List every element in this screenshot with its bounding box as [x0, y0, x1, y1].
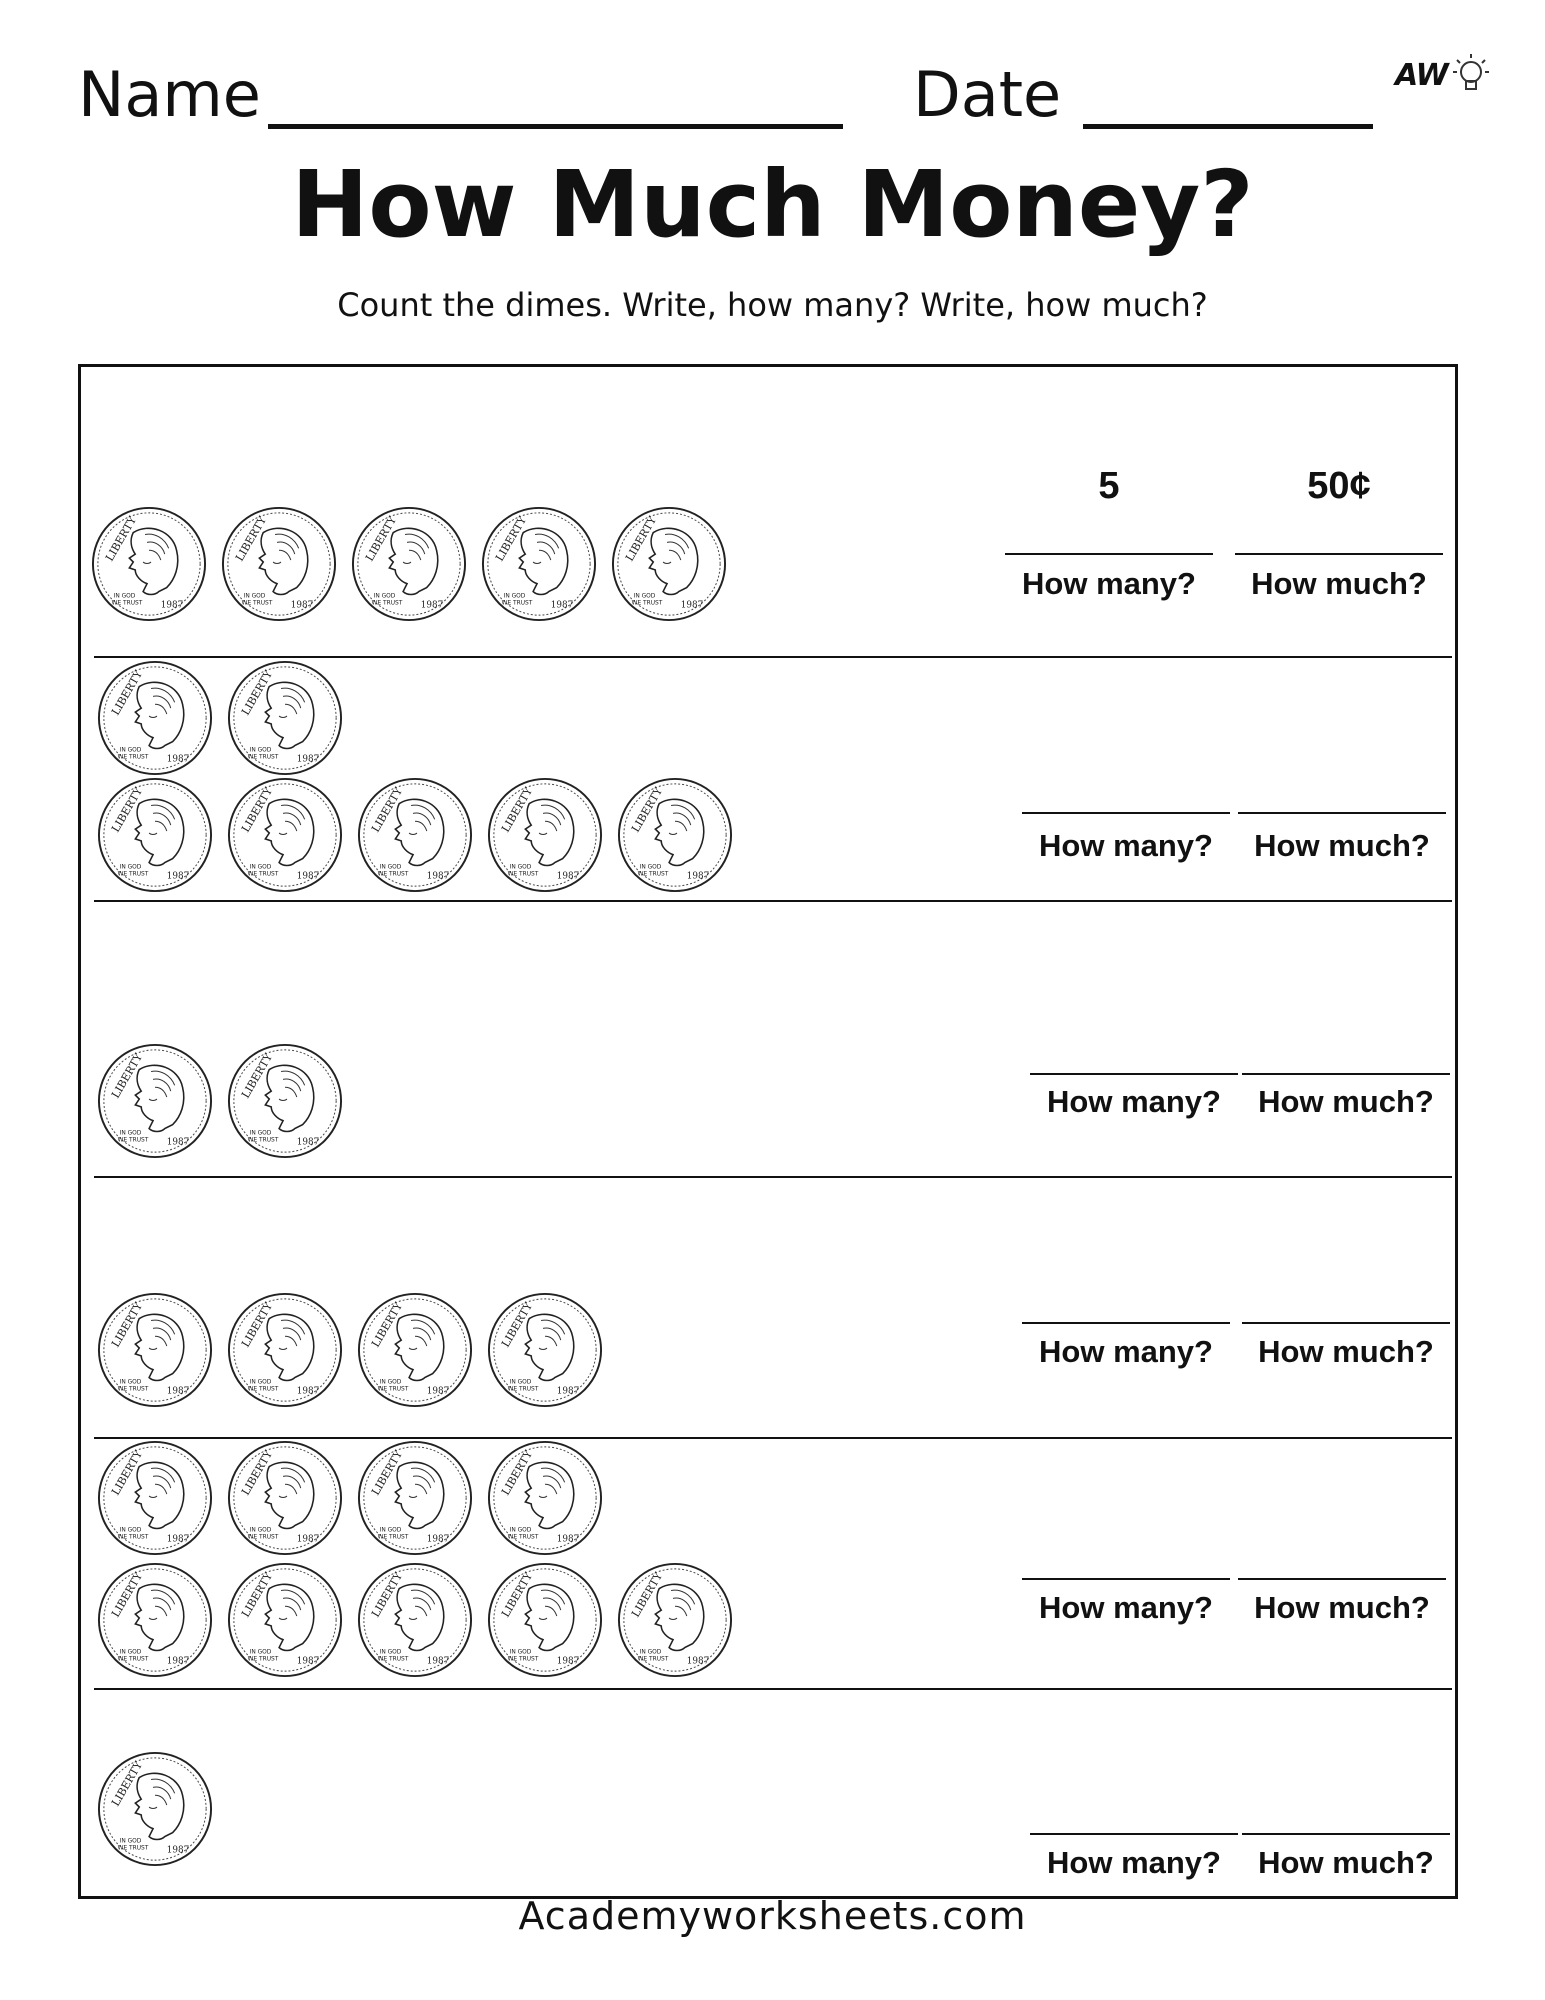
dime-icon: [96, 659, 214, 777]
how-much-blank[interactable]: [1238, 1578, 1446, 1580]
coin-row: [96, 1291, 604, 1411]
coin-motto2: WE TRUST: [247, 871, 279, 878]
coin-motto1: IN GOD: [379, 1649, 402, 1656]
coin-motto2: WE TRUST: [507, 871, 539, 878]
logo-text: AW: [1395, 58, 1448, 93]
how-much-answer: 50¢: [1307, 465, 1371, 507]
coin-row: [96, 1042, 344, 1162]
instructions: Count the dimes. Write, how many? Write, how much?: [337, 286, 1208, 324]
problem-divider: [94, 1688, 1452, 1690]
coin-motto2: WE TRUST: [377, 1656, 409, 1663]
coin-liberty: LIBERTY: [108, 1300, 145, 1350]
how-much-label: How much?: [1251, 566, 1427, 601]
coin-liberty: LIBERTY: [238, 1448, 275, 1498]
how-many-label: How many?: [1047, 1084, 1221, 1119]
coin-motto1: IN GOD: [503, 593, 526, 600]
coin-year: 1987: [426, 871, 450, 882]
coin-motto2: WE TRUST: [631, 600, 663, 607]
dime-icon: [226, 659, 344, 777]
coin-year: 1987: [166, 1845, 190, 1856]
coin-liberty: LIBERTY: [238, 1051, 275, 1101]
coin-year: 1987: [166, 1137, 190, 1148]
problem-divider: [94, 1176, 1452, 1178]
coin-row: [90, 505, 728, 625]
coin-motto2: WE TRUST: [111, 600, 143, 607]
coin-year: 1987: [290, 600, 314, 611]
dime-icon: [226, 1561, 344, 1679]
dime-icon: [226, 776, 344, 894]
coin-motto1: IN GOD: [119, 1527, 142, 1534]
coin-liberty: LIBERTY: [102, 514, 139, 564]
coin-year: 1987: [166, 1386, 190, 1397]
coin-motto1: IN GOD: [379, 864, 402, 871]
coin-motto1: IN GOD: [639, 864, 662, 871]
problem-divider: [94, 656, 1452, 658]
coin-row: [96, 1750, 214, 1870]
how-much-blank[interactable]: [1235, 553, 1443, 555]
dime-icon: [96, 1439, 214, 1557]
brand-logo: [1395, 52, 1495, 102]
coin-liberty: LIBERTY: [108, 668, 145, 718]
how-many-label: How many?: [1022, 566, 1196, 601]
coin-year: 1987: [166, 754, 190, 765]
coin-motto1: IN GOD: [379, 1527, 402, 1534]
coin-liberty: LIBERTY: [492, 514, 529, 564]
coin-liberty: LIBERTY: [498, 1448, 535, 1498]
coin-year: 1987: [166, 1656, 190, 1667]
page-title: How Much Money?: [291, 151, 1254, 258]
coin-year: 1987: [686, 871, 710, 882]
coin-year: 1987: [420, 600, 444, 611]
how-many-blank[interactable]: [1022, 1578, 1230, 1580]
coin-motto1: IN GOD: [119, 1130, 142, 1137]
coin-liberty: LIBERTY: [628, 785, 665, 835]
how-many-label: How many?: [1039, 1334, 1213, 1369]
coin-liberty: LIBERTY: [108, 1759, 145, 1809]
coin-motto2: WE TRUST: [247, 1656, 279, 1663]
coin-motto1: IN GOD: [119, 1649, 142, 1656]
coin-liberty: LIBERTY: [108, 785, 145, 835]
coin-motto1: IN GOD: [509, 1527, 532, 1534]
coin-year: 1987: [296, 1534, 320, 1545]
coin-liberty: LIBERTY: [238, 785, 275, 835]
coin-motto1: IN GOD: [249, 1527, 272, 1534]
how-many-label: How many?: [1039, 1590, 1213, 1625]
coin-motto2: WE TRUST: [117, 871, 149, 878]
dime-icon: [226, 1291, 344, 1409]
coin-liberty: LIBERTY: [628, 1570, 665, 1620]
name-label: Name: [78, 58, 261, 131]
coin-liberty: LIBERTY: [622, 514, 659, 564]
dime-icon: [226, 1042, 344, 1160]
how-many-blank[interactable]: [1022, 1322, 1230, 1324]
dime-icon: [610, 505, 728, 623]
dime-icon: [356, 776, 474, 894]
coin-liberty: LIBERTY: [108, 1448, 145, 1498]
coin-motto1: IN GOD: [379, 1379, 402, 1386]
coin-motto2: WE TRUST: [247, 1534, 279, 1541]
coin-motto2: WE TRUST: [507, 1534, 539, 1541]
how-much-label: How much?: [1258, 1334, 1434, 1369]
dime-icon: [356, 1561, 474, 1679]
dime-icon: [356, 1291, 474, 1409]
coin-motto1: IN GOD: [509, 864, 532, 871]
coin-motto1: IN GOD: [639, 1649, 662, 1656]
coin-motto2: WE TRUST: [637, 1656, 669, 1663]
dime-icon: [486, 1291, 604, 1409]
coin-year: 1987: [296, 871, 320, 882]
coin-liberty: LIBERTY: [108, 1570, 145, 1620]
name-blank[interactable]: [268, 124, 843, 129]
coin-liberty: LIBERTY: [368, 1300, 405, 1350]
coin-year: 1987: [556, 1534, 580, 1545]
coin-motto2: WE TRUST: [637, 871, 669, 878]
coin-year: 1987: [296, 754, 320, 765]
dime-icon: [486, 776, 604, 894]
coin-motto2: WE TRUST: [241, 600, 273, 607]
how-much-blank[interactable]: [1242, 1073, 1450, 1075]
coin-liberty: LIBERTY: [498, 1300, 535, 1350]
coin-liberty: LIBERTY: [108, 1051, 145, 1101]
coin-liberty: LIBERTY: [368, 1448, 405, 1498]
coin-motto2: WE TRUST: [507, 1656, 539, 1663]
coin-motto1: IN GOD: [249, 1649, 272, 1656]
coin-motto1: IN GOD: [243, 593, 266, 600]
coin-motto1: IN GOD: [373, 593, 396, 600]
coin-motto2: WE TRUST: [501, 600, 533, 607]
coin-liberty: LIBERTY: [368, 785, 405, 835]
how-much-label: How much?: [1254, 828, 1430, 863]
coin-year: 1987: [426, 1656, 450, 1667]
coin-motto1: IN GOD: [509, 1649, 532, 1656]
coin-liberty: LIBERTY: [238, 1300, 275, 1350]
coin-year: 1987: [296, 1386, 320, 1397]
dime-icon: [616, 776, 734, 894]
coin-liberty: LIBERTY: [368, 1570, 405, 1620]
how-many-answer: 5: [1098, 465, 1120, 507]
coin-motto1: IN GOD: [249, 747, 272, 754]
coin-motto1: IN GOD: [119, 864, 142, 871]
dime-icon: [96, 1042, 214, 1160]
dime-icon: [356, 1439, 474, 1557]
dime-icon: [350, 505, 468, 623]
coin-year: 1987: [166, 871, 190, 882]
how-many-blank[interactable]: [1030, 1833, 1238, 1835]
coin-motto2: WE TRUST: [117, 1534, 149, 1541]
date-blank[interactable]: [1083, 124, 1373, 129]
how-many-blank[interactable]: [1030, 1073, 1238, 1075]
how-much-label: How much?: [1254, 1590, 1430, 1625]
dime-icon: [96, 1750, 214, 1868]
coin-motto1: IN GOD: [509, 1379, 532, 1386]
coin-year: 1987: [296, 1137, 320, 1148]
how-much-blank[interactable]: [1242, 1833, 1450, 1835]
how-many-blank[interactable]: [1022, 812, 1230, 814]
coin-liberty: LIBERTY: [498, 1570, 535, 1620]
coin-motto1: IN GOD: [119, 1379, 142, 1386]
coin-motto1: IN GOD: [119, 1838, 142, 1845]
coin-year: 1987: [680, 600, 704, 611]
how-many-label: How many?: [1047, 1845, 1221, 1880]
coin-liberty: LIBERTY: [238, 668, 275, 718]
how-many-label: How many?: [1039, 828, 1213, 863]
dime-icon: [96, 1561, 214, 1679]
coin-motto1: IN GOD: [113, 593, 136, 600]
coin-liberty: LIBERTY: [362, 514, 399, 564]
coin-year: 1987: [556, 871, 580, 882]
lightbulb-icon: [1451, 52, 1491, 100]
coin-motto2: WE TRUST: [377, 1386, 409, 1393]
coin-year: 1987: [556, 1386, 580, 1397]
coin-motto1: IN GOD: [249, 1130, 272, 1137]
coin-row: [96, 659, 344, 779]
coin-year: 1987: [296, 1656, 320, 1667]
coin-year: 1987: [556, 1656, 580, 1667]
coin-liberty: LIBERTY: [238, 1570, 275, 1620]
coin-year: 1987: [686, 1656, 710, 1667]
coin-motto1: IN GOD: [249, 1379, 272, 1386]
coin-motto2: WE TRUST: [377, 871, 409, 878]
coin-motto2: WE TRUST: [377, 1534, 409, 1541]
coin-motto1: IN GOD: [249, 864, 272, 871]
dime-icon: [220, 505, 338, 623]
problem-divider: [94, 900, 1452, 902]
coin-year: 1987: [160, 600, 184, 611]
how-much-blank[interactable]: [1238, 812, 1446, 814]
how-much-label: How much?: [1258, 1845, 1434, 1880]
coin-year: 1987: [166, 1534, 190, 1545]
dime-icon: [480, 505, 598, 623]
how-many-blank[interactable]: [1005, 553, 1213, 555]
coin-motto2: WE TRUST: [117, 1656, 149, 1663]
coin-motto2: WE TRUST: [117, 1137, 149, 1144]
coin-liberty: LIBERTY: [498, 785, 535, 835]
coin-year: 1987: [550, 600, 574, 611]
dime-icon: [616, 1561, 734, 1679]
coin-motto2: WE TRUST: [507, 1386, 539, 1393]
coin-row: [96, 1439, 604, 1559]
coin-motto2: WE TRUST: [117, 1386, 149, 1393]
coin-row: [96, 776, 734, 896]
dime-icon: [96, 776, 214, 894]
coin-row: [96, 1561, 734, 1681]
header: [78, 60, 1378, 130]
coin-liberty: LIBERTY: [232, 514, 269, 564]
coin-motto2: WE TRUST: [117, 754, 149, 761]
coin-motto2: WE TRUST: [247, 1386, 279, 1393]
dime-icon: [486, 1561, 604, 1679]
coin-motto2: WE TRUST: [247, 754, 279, 761]
footer-website: Academyworksheets.com: [518, 1894, 1027, 1938]
coin-motto1: IN GOD: [633, 593, 656, 600]
coin-motto2: WE TRUST: [117, 1845, 149, 1852]
coin-motto1: IN GOD: [119, 747, 142, 754]
date-label: Date: [913, 58, 1062, 131]
how-much-label: How much?: [1258, 1084, 1434, 1119]
coin-year: 1987: [426, 1386, 450, 1397]
coin-year: 1987: [426, 1534, 450, 1545]
dime-icon: [486, 1439, 604, 1557]
how-much-blank[interactable]: [1242, 1322, 1450, 1324]
coin-motto2: WE TRUST: [371, 600, 403, 607]
dime-icon: [96, 1291, 214, 1409]
dime-icon: [226, 1439, 344, 1557]
coin-motto2: WE TRUST: [247, 1137, 279, 1144]
dime-icon: [90, 505, 208, 623]
